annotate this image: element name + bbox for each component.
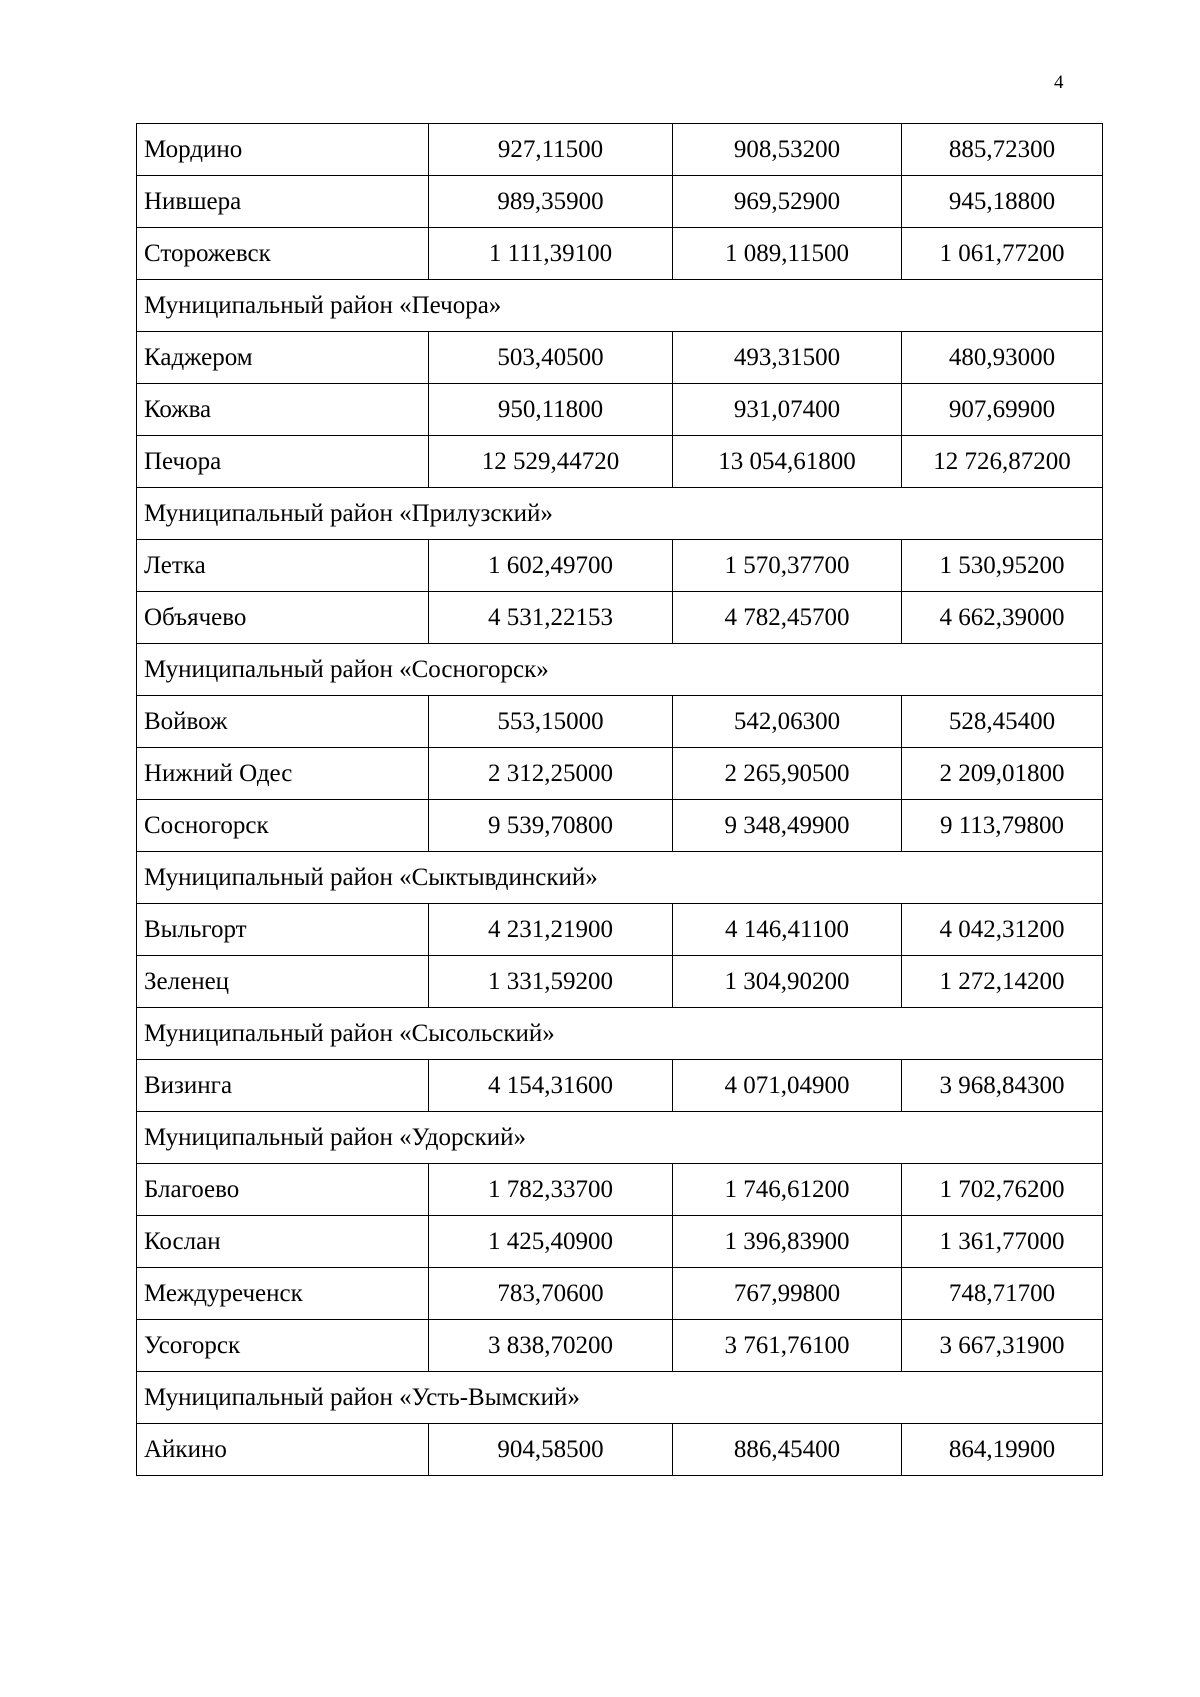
- value-cell-2: 493,31500: [673, 332, 902, 384]
- district-name: Муниципальный район «Сосногорск»: [137, 644, 1103, 696]
- value-cell-1: 9 539,70800: [429, 800, 673, 852]
- value-cell-2: 13 054,61800: [673, 436, 902, 488]
- value-cell-3: 907,69900: [902, 384, 1103, 436]
- value-cell-2: 931,07400: [673, 384, 902, 436]
- page-number: 4: [1054, 72, 1064, 93]
- value-cell-1: 4 231,21900: [429, 904, 673, 956]
- value-cell-1: 1 782,33700: [429, 1164, 673, 1216]
- value-cell-3: 1 361,77000: [902, 1216, 1103, 1268]
- value-cell-2: 908,53200: [673, 124, 902, 176]
- value-cell-1: 4 154,31600: [429, 1060, 673, 1112]
- settlement-name: Зеленец: [137, 956, 429, 1008]
- value-cell-3: 12 726,87200: [902, 436, 1103, 488]
- group-header-row: [137, 1372, 1103, 1424]
- value-cell-1: 1 425,40900: [429, 1216, 673, 1268]
- table-row: [137, 436, 1103, 488]
- value-cell-2: 1 746,61200: [673, 1164, 902, 1216]
- table-row: [137, 176, 1103, 228]
- value-cell-2: 4 782,45700: [673, 592, 902, 644]
- value-cell-3: 1 530,95200: [902, 540, 1103, 592]
- settlement-name: Печора: [137, 436, 429, 488]
- table-row: [137, 904, 1103, 956]
- group-header-row: [137, 280, 1103, 332]
- settlement-name: Кослан: [137, 1216, 429, 1268]
- value-cell-2: 1 304,90200: [673, 956, 902, 1008]
- table-row: [137, 748, 1103, 800]
- value-cell-2: 2 265,90500: [673, 748, 902, 800]
- table-row: [137, 956, 1103, 1008]
- settlement-name: Каджером: [137, 332, 429, 384]
- settlement-name: Войвож: [137, 696, 429, 748]
- table-row: [137, 1320, 1103, 1372]
- group-header-row: [137, 488, 1103, 540]
- table-row: [137, 332, 1103, 384]
- table-row: [137, 228, 1103, 280]
- value-cell-3: 1 272,14200: [902, 956, 1103, 1008]
- district-name: Муниципальный район «Печора»: [137, 280, 1103, 332]
- value-cell-3: 4 042,31200: [902, 904, 1103, 956]
- value-cell-1: 783,70600: [429, 1268, 673, 1320]
- table-row: [137, 1424, 1103, 1476]
- value-cell-1: 1 602,49700: [429, 540, 673, 592]
- value-cell-2: 1 570,37700: [673, 540, 902, 592]
- settlement-name: Объячево: [137, 592, 429, 644]
- value-cell-1: 1 331,59200: [429, 956, 673, 1008]
- value-cell-3: 864,19900: [902, 1424, 1103, 1476]
- value-cell-1: 1 111,39100: [429, 228, 673, 280]
- district-name: Муниципальный район «Сыктывдинский»: [137, 852, 1103, 904]
- value-cell-2: 4 146,41100: [673, 904, 902, 956]
- district-name: Муниципальный район «Усть-Вымский»: [137, 1372, 1103, 1424]
- value-cell-3: 2 209,01800: [902, 748, 1103, 800]
- settlement-name: Усогорск: [137, 1320, 429, 1372]
- settlement-name: Летка: [137, 540, 429, 592]
- value-cell-1: 12 529,44720: [429, 436, 673, 488]
- district-name: Муниципальный район «Прилузский»: [137, 488, 1103, 540]
- value-cell-1: 503,40500: [429, 332, 673, 384]
- value-cell-1: 989,35900: [429, 176, 673, 228]
- value-cell-3: 1 702,76200: [902, 1164, 1103, 1216]
- value-cell-1: 950,11800: [429, 384, 673, 436]
- settlement-name: Выльгорт: [137, 904, 429, 956]
- value-cell-2: 9 348,49900: [673, 800, 902, 852]
- value-cell-2: 3 761,76100: [673, 1320, 902, 1372]
- table-row: [137, 1216, 1103, 1268]
- value-cell-1: 4 531,22153: [429, 592, 673, 644]
- value-cell-1: 904,58500: [429, 1424, 673, 1476]
- value-cell-1: 2 312,25000: [429, 748, 673, 800]
- table-row: [137, 1164, 1103, 1216]
- value-cell-2: 1 396,83900: [673, 1216, 902, 1268]
- value-cell-2: 4 071,04900: [673, 1060, 902, 1112]
- table-body: [137, 124, 1103, 1476]
- value-cell-1: 3 838,70200: [429, 1320, 673, 1372]
- table-row: [137, 540, 1103, 592]
- settlement-name: Айкино: [137, 1424, 429, 1476]
- value-cell-1: 927,11500: [429, 124, 673, 176]
- value-cell-2: 1 089,11500: [673, 228, 902, 280]
- value-cell-3: 4 662,39000: [902, 592, 1103, 644]
- value-cell-3: 3 968,84300: [902, 1060, 1103, 1112]
- group-header-row: [137, 852, 1103, 904]
- value-cell-3: 945,18800: [902, 176, 1103, 228]
- value-cell-3: 1 061,77200: [902, 228, 1103, 280]
- value-cell-3: 885,72300: [902, 124, 1103, 176]
- table-row: [137, 1060, 1103, 1112]
- value-cell-1: 553,15000: [429, 696, 673, 748]
- table-row: [137, 592, 1103, 644]
- table-row: [137, 696, 1103, 748]
- settlement-name: Сосногорск: [137, 800, 429, 852]
- value-cell-3: 3 667,31900: [902, 1320, 1103, 1372]
- data-table: [136, 123, 1103, 1476]
- table-row: [137, 800, 1103, 852]
- value-cell-2: 767,99800: [673, 1268, 902, 1320]
- value-cell-2: 886,45400: [673, 1424, 902, 1476]
- settlement-name: Мордино: [137, 124, 429, 176]
- settlement-name: Сторожевск: [137, 228, 429, 280]
- group-header-row: [137, 644, 1103, 696]
- group-header-row: [137, 1008, 1103, 1060]
- value-cell-3: 748,71700: [902, 1268, 1103, 1320]
- group-header-row: [137, 1112, 1103, 1164]
- settlement-name: Междуреченск: [137, 1268, 429, 1320]
- table-row: [137, 124, 1103, 176]
- table-row: [137, 1268, 1103, 1320]
- settlement-name: Нижний Одес: [137, 748, 429, 800]
- settlement-name: Кожва: [137, 384, 429, 436]
- settlement-name: Нившера: [137, 176, 429, 228]
- value-cell-3: 9 113,79800: [902, 800, 1103, 852]
- value-cell-3: 480,93000: [902, 332, 1103, 384]
- value-cell-2: 542,06300: [673, 696, 902, 748]
- district-name: Муниципальный район «Сысольский»: [137, 1008, 1103, 1060]
- settlement-name: Визинга: [137, 1060, 429, 1112]
- table-row: [137, 384, 1103, 436]
- value-cell-2: 969,52900: [673, 176, 902, 228]
- settlement-name: Благоево: [137, 1164, 429, 1216]
- value-cell-3: 528,45400: [902, 696, 1103, 748]
- district-name: Муниципальный район «Удорский»: [137, 1112, 1103, 1164]
